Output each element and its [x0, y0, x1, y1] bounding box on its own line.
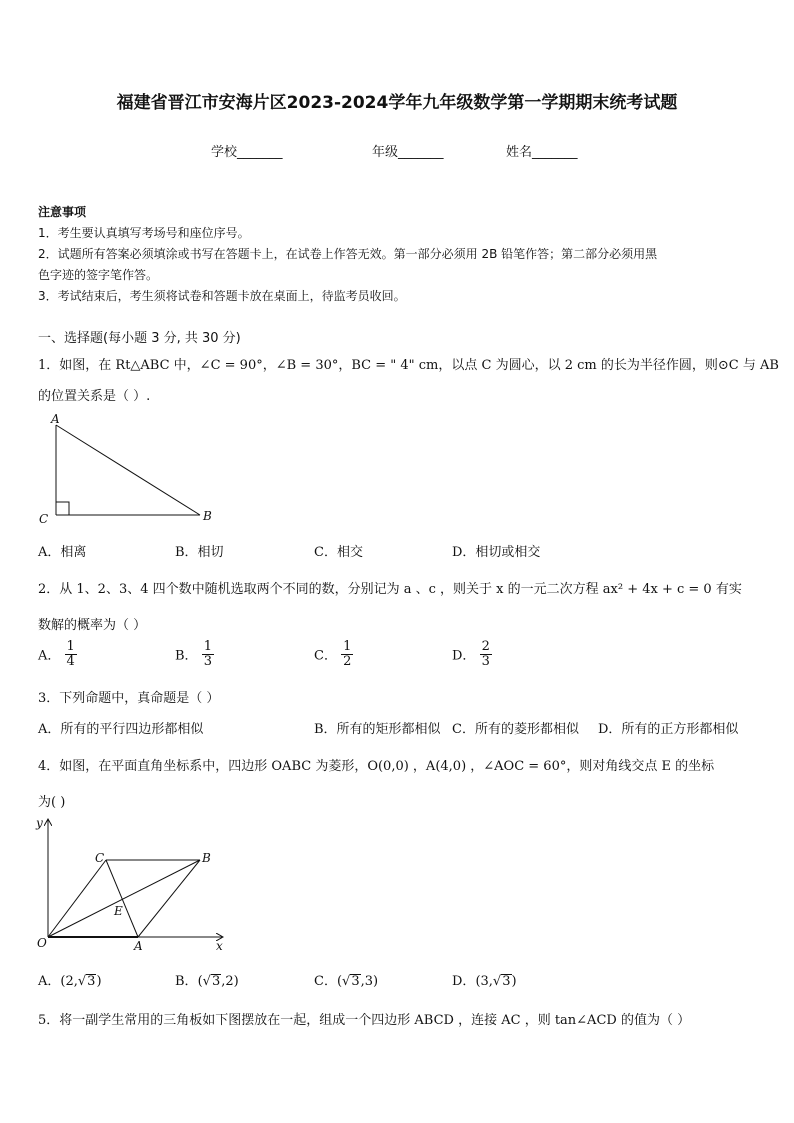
page-title: 福建省晋江市安海片区2023-2024学年九年级数学第一学期期末统考试题: [116, 93, 678, 113]
q2-stem-line2: 数解的概率为（ ）: [38, 618, 147, 633]
label-a: A: [134, 939, 143, 953]
q5-stem: 5．将一副学生常用的三角板如下图摆放在一起，组成一个四边形 ABCD ，连接 AC ，则 tan∠ACD 的值为（ ）: [38, 1013, 691, 1028]
section-1-heading: 一、选择题(每小题 3 分, 共 30 分): [38, 331, 241, 346]
label-x: x: [216, 939, 223, 953]
q4-option-a: A．(2,√3): [38, 974, 102, 989]
label-o: O: [37, 936, 47, 950]
q2-option-b: B． $\frac{1}{3}$: [175, 639, 212, 669]
q2-option-c: C． $\frac{1}{2}$: [314, 639, 352, 669]
q1-stem-line1: 1．如图，在 Rt△ABC 中，∠C = 90°，∠B = 30°，BC = " 4" cm，以点 C 为圆心，以 2 cm 的长为半径作圆，则⊙C 与 AB: [38, 358, 779, 373]
q2-option-d: D． $\frac{2}{3}$: [452, 639, 490, 669]
q2-option-a: A． $\frac{1}{4}$: [38, 639, 75, 669]
q4-option-d: D．(3,√3): [452, 974, 517, 989]
side-ab: [138, 860, 200, 937]
notes-heading: 注意事项: [38, 205, 87, 219]
q3-stem: 3．下列命题中，真命题是（ ）: [38, 691, 220, 706]
label-e: E: [114, 904, 123, 918]
fraction: $\frac{1}{2}$: [343, 639, 352, 669]
name-field: 姓名_______: [506, 145, 578, 160]
note-3: 3．考试结束后，考生须将试卷和答题卡放在桌面上，待监考员收回。: [38, 289, 406, 303]
label-y: y: [36, 816, 43, 830]
q1-option-c: C．相交: [314, 545, 363, 560]
note-2-cont: 色字迹的签字笔作答。: [38, 268, 159, 282]
q4-stem-line1: 4．如图，在平面直角坐标系中，四边形 OABC 为菱形，O(0,0) ，A(4,0) ，∠AOC = 60°，则对角线交点 E 的坐标: [38, 759, 715, 774]
school-field: 学校_______: [211, 145, 283, 160]
right-angle-mark: [56, 502, 69, 515]
q4-stem-line2: 为( ): [38, 795, 66, 810]
grade-field: 年级_______: [372, 145, 444, 160]
fraction: $\frac{1}{3}$: [203, 639, 212, 669]
side-co: [48, 860, 106, 937]
q3-option-c: C．所有的菱形都相似: [452, 722, 579, 737]
q1-option-b: B．相切: [175, 545, 224, 560]
q4-option-b: B．(√3,2): [175, 974, 239, 989]
q1-stem-line2: 的位置关系是（ ）.: [38, 389, 151, 404]
q1-option-d: D．相切或相交: [452, 545, 541, 560]
q1-triangle-figure: [34, 410, 224, 530]
note-1: 1．考生要认真填写考场号和座位序号。: [38, 226, 250, 240]
q3-option-d: D．所有的正方形都相似: [598, 722, 739, 737]
note-2: 2．试题所有答案必须填涂或书写在答题卡上，在试卷上作答无效。第一部分必须用 2B 铅笔作答；第二部分必须用黑: [38, 247, 658, 261]
fraction: $\frac{1}{4}$: [66, 639, 75, 669]
diagonal-ca: [106, 860, 138, 937]
q2-stem-line1: 2．从 1、2、3、4 四个数中随机选取两个不同的数，分别记为 a 、c ，则关于 x 的一元二次方程 ax² + 4x + c = 0 有实: [38, 582, 742, 597]
diagonal-ob: [48, 860, 200, 937]
label-c: C: [95, 851, 105, 865]
label-b: B: [202, 851, 211, 865]
q4-option-c: C．(√3,3): [314, 974, 379, 989]
label-c: C: [39, 512, 49, 526]
side-ab: [56, 425, 200, 515]
label-a: A: [51, 412, 60, 426]
q4-rhombus-figure: [30, 812, 235, 957]
q3-option-a: A．所有的平行四边形都相似: [38, 722, 204, 737]
q3-option-b: B．所有的矩形都相似: [314, 722, 441, 737]
fraction: $\frac{2}{3}$: [481, 639, 490, 669]
q1-option-a: A．相离: [38, 545, 87, 560]
label-b: B: [203, 509, 212, 523]
